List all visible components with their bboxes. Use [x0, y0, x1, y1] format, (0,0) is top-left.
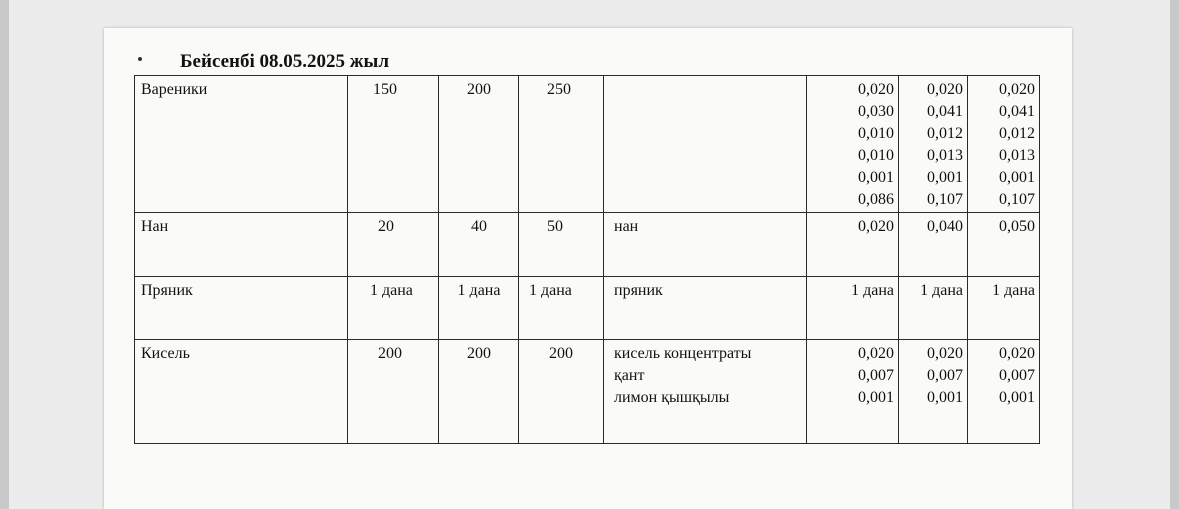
qty-value: 0,013 [927, 147, 963, 164]
ingredients-cell [604, 277, 807, 340]
portion-1: 200 [348, 340, 439, 444]
qty-value: 0,020 [999, 345, 1035, 362]
qty-col-3 [968, 277, 1040, 340]
qty-value: 0,041 [927, 103, 963, 120]
qty-value: 1 дана [992, 282, 1035, 299]
ingredients-cell [604, 76, 807, 213]
qty-value: 0,020 [858, 218, 894, 235]
qty-col-2 [899, 340, 968, 444]
ingredient-name: қант [614, 367, 645, 384]
qty-col-1 [807, 213, 899, 277]
qty-value: 0,001 [858, 389, 894, 406]
qty-value: 0,010 [858, 125, 894, 142]
ingredient-name: нан [614, 218, 639, 235]
qty-value: 0,020 [999, 81, 1035, 98]
table-row [135, 76, 1040, 213]
qty-value: 0,040 [927, 218, 963, 235]
qty-value: 0,050 [999, 218, 1035, 235]
qty-col-3 [968, 340, 1040, 444]
ingredient-name: кисель концентраты [614, 345, 752, 362]
qty-col-1 [807, 76, 899, 213]
portion-3: 250 [519, 76, 604, 213]
qty-value: 1 дана [920, 282, 963, 299]
qty-value: 0,001 [927, 389, 963, 406]
portion-2: 200 [439, 340, 519, 444]
table-row [135, 340, 1040, 444]
portion-3: 200 [519, 340, 604, 444]
ingredients-cell [604, 213, 807, 277]
ingredient-name: лимон қышқылы [614, 389, 730, 406]
qty-value: 0,030 [858, 103, 894, 120]
qty-value: 0,012 [927, 125, 963, 142]
qty-value: 0,107 [927, 191, 963, 208]
scan-frame-right [1170, 0, 1179, 509]
qty-value: 0,086 [858, 191, 894, 208]
menu-table [134, 75, 1040, 444]
portion-2: 200 [439, 76, 519, 213]
qty-value: 0,007 [858, 367, 894, 384]
qty-value: 0,001 [999, 169, 1035, 186]
qty-value: 0,020 [927, 345, 963, 362]
portion-1: 1 дана [348, 277, 439, 340]
qty-value: 0,020 [858, 345, 894, 362]
qty-value: 1 дана [851, 282, 894, 299]
portion-1: 150 [348, 76, 439, 213]
qty-value: 0,001 [999, 389, 1035, 406]
qty-col-2 [899, 213, 968, 277]
qty-value: 0,020 [858, 81, 894, 98]
table-row [135, 277, 1040, 340]
qty-col-1 [807, 277, 899, 340]
ingredient-name: пряник [614, 282, 663, 299]
portion-3: 50 [519, 213, 604, 277]
qty-col-3 [968, 76, 1040, 213]
portion-3: 1 дана [519, 277, 604, 340]
page-title: Бейсенбі 08.05.2025 жыл [180, 51, 390, 72]
qty-col-2 [899, 277, 968, 340]
dish-name: Кисель [135, 340, 348, 444]
qty-value: 0,007 [999, 367, 1035, 384]
scan-frame-left [0, 0, 9, 509]
qty-value: 0,001 [927, 169, 963, 186]
qty-value: 0,020 [927, 81, 963, 98]
qty-col-1 [807, 340, 899, 444]
qty-value: 0,001 [858, 169, 894, 186]
dish-name: Пряник [135, 277, 348, 340]
qty-value: 0,013 [999, 147, 1035, 164]
qty-col-2 [899, 76, 968, 213]
portion-1: 20 [348, 213, 439, 277]
qty-value: 0,107 [999, 191, 1035, 208]
portion-2: 1 дана [439, 277, 519, 340]
qty-value: 0,041 [999, 103, 1035, 120]
qty-value: 0,012 [999, 125, 1035, 142]
portion-2: 40 [439, 213, 519, 277]
dish-name: Вареники [135, 76, 348, 213]
table-row [135, 213, 1040, 277]
ingredients-cell [604, 340, 807, 444]
qty-value: 0,010 [858, 147, 894, 164]
qty-value: 0,007 [927, 367, 963, 384]
dish-name: Нан [135, 213, 348, 277]
bullet-dot [138, 57, 142, 61]
qty-col-3 [968, 213, 1040, 277]
